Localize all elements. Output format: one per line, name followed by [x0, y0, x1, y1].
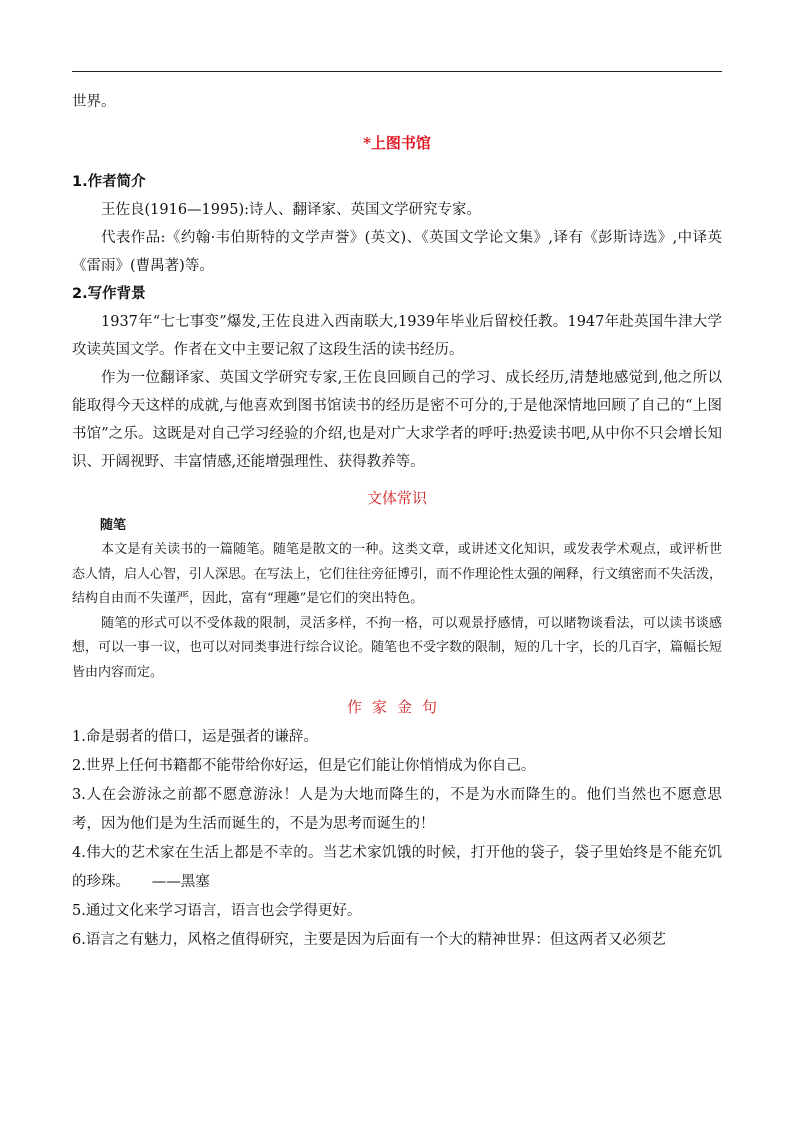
- genre-paragraph-2: 随笔的形式可以不受体裁的限制，灵活多样，不拘一格，可以观景抒感情，可以睹物谈看法，可以读书谈感想，可以一事一议，也可以对同类事进行综合议论。随笔也不受字数的限制，短的几十字，长的几百字，篇幅长短皆由内容而定。: [72, 615, 723, 680]
- main-title: *上图书馆: [363, 134, 431, 152]
- section-heading-background: 2.写作背景: [72, 286, 146, 302]
- quote-item: 2.世界上任何书籍都不能带给你好运，但是它们能让你悄悄成为你自己。: [72, 758, 536, 774]
- genre-title: 文体常识: [366, 489, 427, 507]
- page-content: [72, 88, 722, 955]
- header-rule: [72, 71, 722, 72]
- genre-subtitle: 随笔: [100, 518, 127, 533]
- quotes-title: 作家金句: [346, 698, 447, 716]
- background-paragraph-1: 1937年“七七事变”爆发,王佐良进入西南联大,1939年毕业后留校任教。1947年赴英国牛津大学攻读英国文学。作者在文中主要记叙了这段生活的读书经历。: [72, 314, 722, 358]
- author-bio: 王佐良(1916—1995):诗人、翻译家、英国文学研究专家。: [101, 202, 482, 218]
- quote-item: 1.命是弱者的借口，运是强者的谦辞。: [72, 729, 318, 745]
- genre-paragraph-1: 本文是有关读书的一篇随笔。随笔是散文的一种。这类文章，或讲述文化知识，或发表学术观点，或评析世态人情，启人心智，引人深思。在写法上，它们往往旁征博引，而不作理论性太强的阐释，行文缜密而不失活泼，结构自由而不失谨严，因此，富有“理趣”是它们的突出特色。: [72, 542, 723, 606]
- author-works: 代表作品:《约翰·韦伯斯特的文学声誉》(英文)、《英国文学论文集》,译有《彭斯诗选》,中译英《雷雨》(曹禺著)等。: [72, 230, 722, 274]
- background-paragraph-2: 作为一位翻译家、英国文学研究专家,王佐良回顾自己的学习、成长经历,清楚地感觉到,他之所以能取得今天这样的成就,与他喜欢到图书馆读书的经历是密不可分的,于是他深情地回顾了自己的“上图书馆”之乐。这既是对自己学习经验的介绍,也是对广大求学者的呼吁:热爱读书吧,从中你不只会增长知识、开阔视野、丰富情感,还能增强理性、获得教养等。: [72, 370, 722, 470]
- continued-text: 世界。: [72, 94, 116, 110]
- section-heading-author: 1.作者简介: [72, 174, 146, 190]
- quote-item: 3.人在会游泳之前都不愿意游泳！人是为大地而降生的，不是为水而降生的。他们当然也不愿意思考，因为他们是为生活而诞生的，不是为思考而诞生的！: [72, 787, 722, 832]
- quote-item: 4.伟大的艺术家在生活上都是不幸的。当艺术家饥饿的时候，打开他的袋子，袋子里始终是不能充饥的珍珠。 ——黑塞: [72, 845, 722, 890]
- quote-item: 6.语言之有魅力，风格之值得研究，主要是因为后面有一个大的精神世界：但这两者又必须艺: [72, 932, 666, 948]
- quote-item: 5.通过文化来学习语言，语言也会学得更好。: [72, 903, 362, 919]
